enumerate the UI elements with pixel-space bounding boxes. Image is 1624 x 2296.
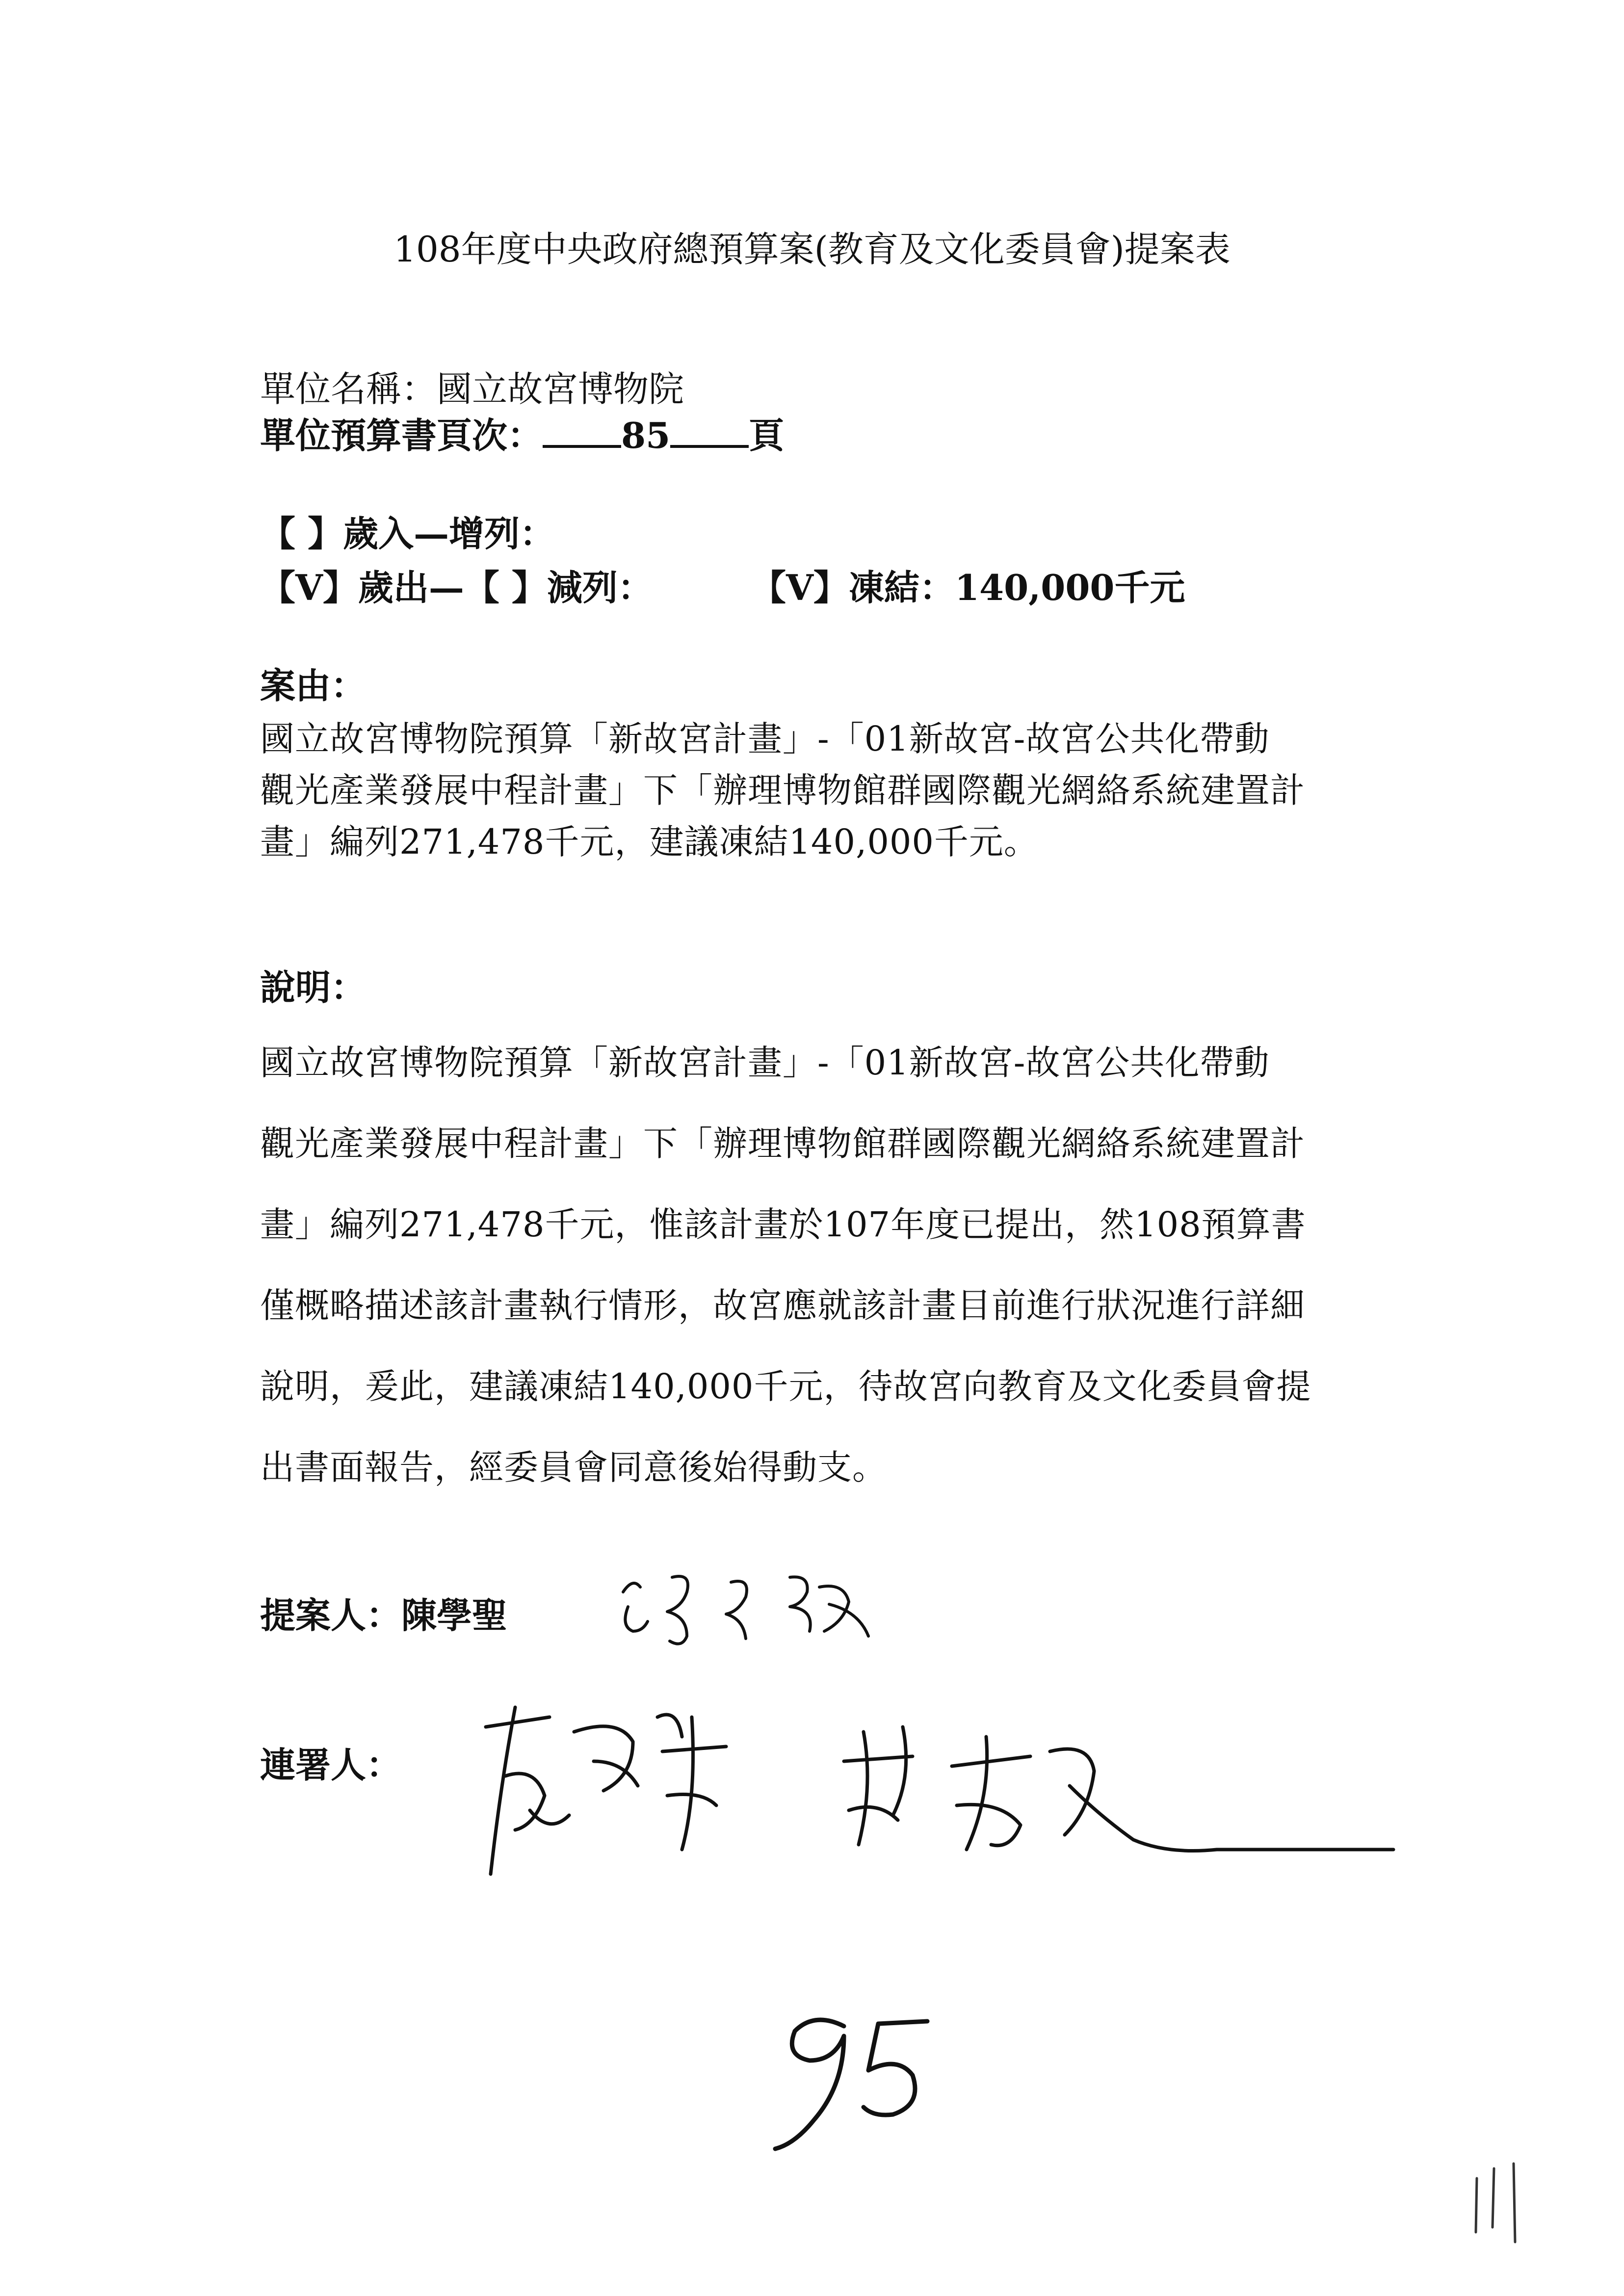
underline-blank	[543, 445, 621, 448]
budget-page-label: 單位預算書頁次：	[260, 415, 543, 456]
proposer-label: 提案人：	[260, 1594, 402, 1636]
reason-line: 國立故宮博物院預算「新故宮計畫」-「01新故宮-故宮公共化帶動	[260, 719, 1270, 759]
underline-blank	[670, 445, 749, 448]
margin-marks	[1467, 2159, 1531, 2247]
cosigner-signature	[471, 1688, 1403, 1904]
explanation-line: 說明，爰此，建議凍結140,000千元，待故宮向教育及文化委員會提	[260, 1366, 1311, 1407]
explanation-line: 出書面報告，經委員會同意後始得動支。	[260, 1447, 887, 1487]
freeze-row	[751, 559, 1185, 610]
unit-name: 國立故宮博物院	[437, 368, 684, 410]
expense-prefix: 【V】歲出—【 】減列：	[260, 567, 653, 608]
reason-line: 觀光產業發展中程計畫」下「辦理博物館群國際觀光網絡系統建置計	[260, 770, 1305, 810]
proposer-signature	[613, 1558, 888, 1651]
handwritten-page-number	[751, 2002, 957, 2168]
proposer-row	[260, 1587, 507, 1638]
explanation-heading: 說明：	[260, 966, 367, 1008]
explanation-line: 畫」編列271,478千元，惟該計畫於107年度已提出，然108預算書	[260, 1204, 1306, 1245]
proposer-name: 陳學聖	[401, 1594, 508, 1636]
explanation-line: 國立故宮博物院預算「新故宮計畫」-「01新故宮-故宮公共化帶動	[260, 1043, 1270, 1083]
freeze-amount: 140,000千元	[954, 567, 1185, 608]
unit-label: 單位名稱：	[260, 368, 437, 410]
revenue-line: 【 】歲入—增列：	[260, 513, 555, 554]
freeze-label: 【V】凍結：	[751, 567, 955, 608]
cosigner-label: 連署人：	[260, 1744, 402, 1786]
explanation-line: 僅概略描述該計畫執行情形，故宮應就該計畫目前進行狀況進行詳細	[260, 1285, 1305, 1326]
budget-page-number: 85	[621, 415, 671, 456]
expense-row	[260, 559, 653, 610]
reason-heading: 案由：	[260, 665, 367, 706]
reason-line: 畫」編列271,478千元，建議凍結140,000千元。	[260, 822, 1039, 862]
unit-row	[260, 361, 684, 412]
budget-page-suffix: 頁	[749, 415, 785, 456]
budget-page-row	[260, 407, 784, 458]
document-title: 108年度中央政府總預算案(教育及文化委員會)提案表	[393, 229, 1231, 270]
explanation-line: 觀光產業發展中程計畫」下「辦理博物館群國際觀光網絡系統建置計	[260, 1123, 1305, 1164]
